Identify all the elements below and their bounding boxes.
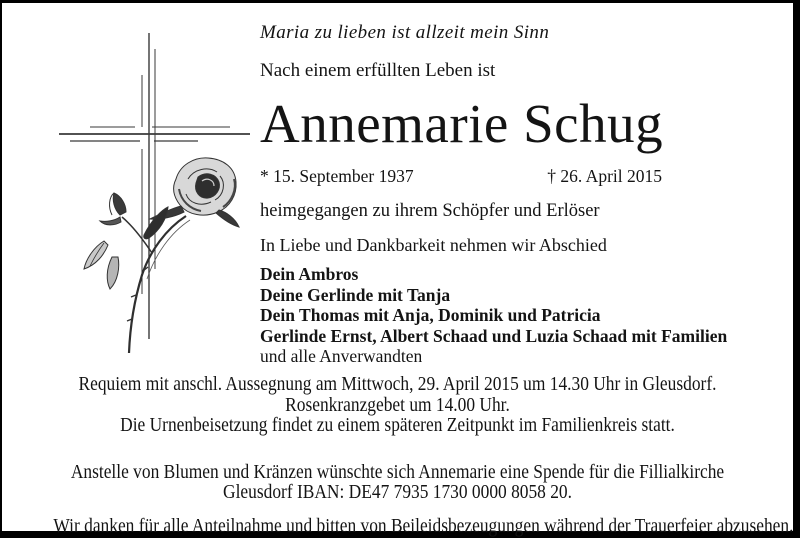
life-dates-row bbox=[260, 166, 662, 186]
service-line: Die Urnenbeisetzung findet zu einem späteren Zeitpunkt im Familienkreis statt. bbox=[120, 414, 675, 436]
donation-line: Gleusdorf IBAN: DE47 7935 1730 0000 8058 20. bbox=[223, 481, 572, 503]
cross-and-rose-illustration bbox=[48, 19, 258, 364]
thanks-block bbox=[53, 514, 794, 537]
passed-line: heimgegangen zu ihrem Schöpfer und Erlöser bbox=[260, 201, 600, 221]
announcements bbox=[2, 374, 793, 536]
service-block bbox=[53, 374, 741, 436]
mourner-line: Deine Gerlinde mit Tanja bbox=[260, 284, 451, 305]
donation-block bbox=[53, 462, 741, 503]
mourner-line: Dein Ambros bbox=[260, 264, 359, 284]
donation-line: Anstelle von Blumen und Kränzen wünschte sich Annemarie eine Spende für die Fillialkirche bbox=[70, 460, 725, 483]
motto-line: Maria zu lieben ist allzeit mein Sinn bbox=[260, 22, 550, 43]
obituary-text-column bbox=[260, 23, 765, 367]
mourner-line: Dein Thomas mit Anja, Dominik und Patricia bbox=[260, 305, 601, 325]
service-line: Rosenkranzgebet um 14.00 Uhr. bbox=[285, 393, 510, 416]
farewell-line: In Liebe und Dankbarkeit nehmen wir Abschied bbox=[260, 235, 607, 255]
page-frame bbox=[2, 3, 794, 537]
deceased-name: Annemarie Schug bbox=[260, 93, 664, 154]
birth-date: * 15. September 1937 bbox=[260, 166, 414, 186]
rose bbox=[84, 158, 239, 353]
mourners-suffix: und alle Anverwandten bbox=[260, 346, 423, 366]
death-date: † 26. April 2015 bbox=[547, 166, 662, 186]
mourners-list bbox=[260, 264, 765, 367]
service-line: Requiem mit anschl. Aussegnung am Mittwoch, 29. April 2015 um 14.30 Uhr in Gleusdorf. bbox=[78, 373, 717, 395]
mourner-line: Gerlinde Ernst, Albert Schaad und Luzia Schaad mit Familien bbox=[260, 325, 728, 346]
intro-line: Nach einem erfüllten Leben ist bbox=[260, 60, 496, 81]
thanks-line: Wir danken für alle Anteilnahme und bitten von Beileidsbezeugungen während der Trauerfeier abzusehen. bbox=[53, 514, 794, 537]
